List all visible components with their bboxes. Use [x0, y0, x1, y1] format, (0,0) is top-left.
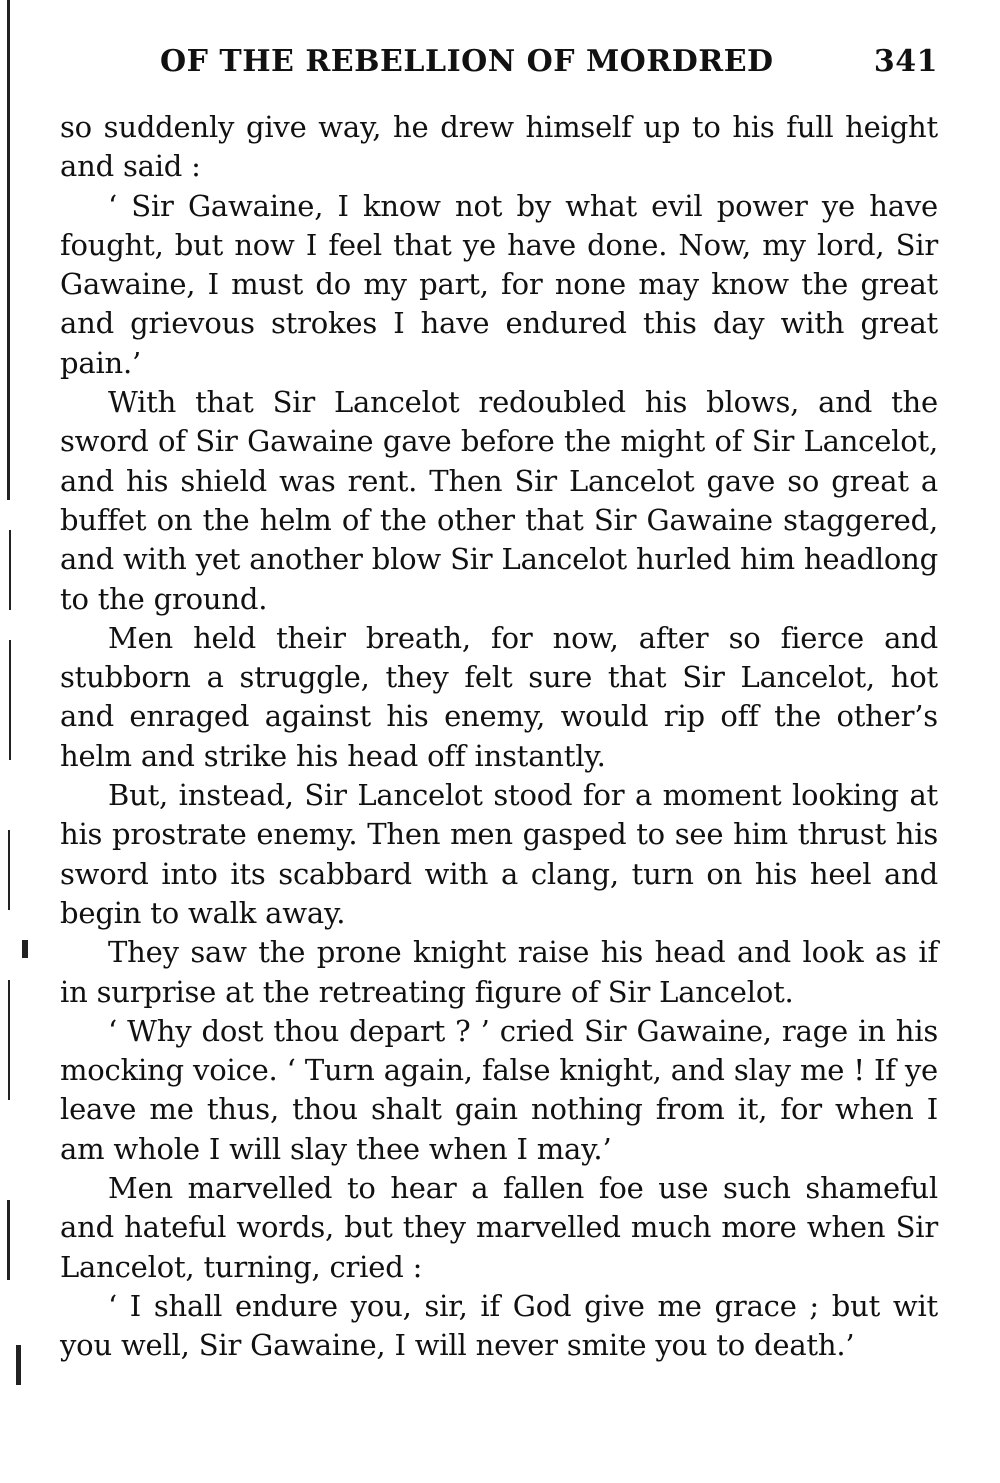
binding-edge-line — [8, 830, 10, 910]
scan-artifact-mark — [16, 1345, 21, 1385]
paragraph: They saw the prone knight raise his head and look as if in surprise at the retreating figure of Sir Lancelot. — [60, 935, 938, 1009]
scan-artifact-mark — [22, 940, 28, 958]
binding-edge-line — [7, 0, 10, 500]
body-text — [60, 108, 938, 1366]
binding-edge-line — [7, 1200, 10, 1280]
running-title: OF THE REBELLION OF MORDRED — [160, 44, 774, 79]
paragraph: With that Sir Lancelot redoubled his blows, and the sword of Sir Gawaine gave before the might of Sir Lancelot, and his shield was rent. Then Sir Lancelot gave so great a buffet on the helm of the other that Sir Gawaine staggered, and with yet another blow Sir Lancelot hurled him headlong to the ground. — [60, 385, 938, 616]
binding-edge-line — [8, 980, 10, 1100]
page-number: 341 — [873, 44, 938, 79]
binding-edge-line — [9, 530, 11, 610]
binding-edge-line — [9, 640, 11, 760]
paragraph: Men marvelled to hear a fallen foe use such shameful and hateful words, but they marvelled much more when Sir Lancelot, turning, cried : — [60, 1171, 938, 1284]
paragraph: ‘ Sir Gawaine, I know not by what evil power ye have fought, but now I feel that ye have done. Now, my lord, Sir Gawaine, I must do my part, for none may know the great and grievous strokes I have endured this day with great pain.’ — [60, 188, 938, 380]
paragraph: ‘ I shall endure you, sir, if God give me grace ; but wit you well, Sir Gawaine, I will never smite you to death.’ — [60, 1288, 938, 1363]
running-header — [160, 44, 940, 88]
paragraph: so suddenly give way, he drew himself up to his full height and said : — [60, 110, 938, 184]
paragraph: But, instead, Sir Lancelot stood for a moment looking at his prostrate enemy. Then men gasped to see him thrust his sword into its scabbard with a clang, turn on his heel and begin to walk away. — [60, 778, 938, 930]
paragraph: Men held their breath, for now, after so fierce and stubborn a struggle, they felt sure that Sir Lancelot, hot and enraged against his enemy, would rip off the other’s helm and strike his head off instantly. — [60, 620, 938, 773]
paragraph: ‘ Why dost thou depart ? ’ cried Sir Gawaine, rage in his mocking voice. ‘ Turn again, false knight, and slay me ! If ye leave me thus, thou shalt gain nothing from it, for when I am whole I will slay thee when I may.’ — [60, 1013, 938, 1166]
